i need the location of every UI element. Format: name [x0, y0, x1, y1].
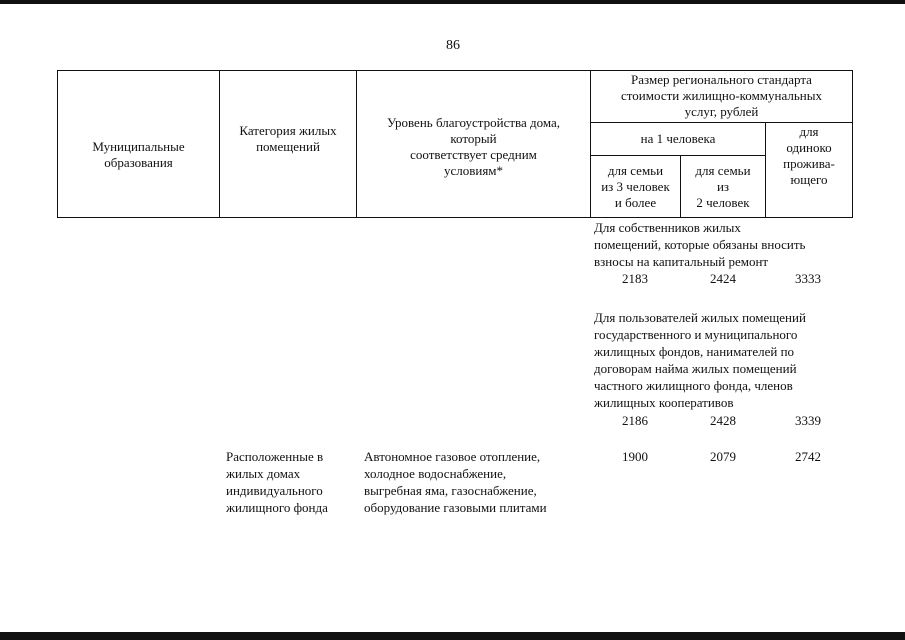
bottom-scan-border: [0, 632, 905, 640]
header-single: для одиноко прожива- ющего: [783, 124, 835, 187]
row-value-family2: 2079: [710, 449, 736, 464]
top-scan-border: [0, 0, 905, 4]
value-owners-family3: 2183: [622, 271, 648, 286]
value-owners-single: 3333: [795, 271, 821, 286]
header-standard: Размер регионального стандарта стоимости жилищно-коммунальных услуг, рублей: [621, 72, 822, 119]
section-heading-users: Для пользователей жилых помещений государственного и муниципального жилищных фондов, нанимателей по договорам найма жилых помещений частного жилищного фонда, членов жилищных кооперативов: [594, 310, 806, 410]
row-value-family3: 1900: [622, 449, 648, 464]
row-category: Расположенные в жилых домах индивидуального жилищного фонда: [226, 449, 328, 515]
header-per-person: на 1 человека: [640, 131, 716, 146]
header-category: Категория жилых помещений: [239, 123, 337, 154]
page-number: 86: [446, 38, 460, 53]
value-users-single: 3339: [795, 413, 821, 428]
row-value-single: 2742: [795, 449, 821, 464]
value-owners-family2: 2424: [710, 271, 736, 286]
header-family3: для семьи из 3 человек и более: [601, 163, 670, 210]
value-users-family3: 2186: [622, 413, 648, 428]
section-heading-owners: Для собственников жилых помещений, которые обязаны вносить взносы на капитальный ремонт: [594, 220, 806, 269]
header-family2: для семьи из 2 человек: [695, 163, 751, 210]
row-amenity: Автономное газовое отопление, холодное водоснабжение, выгребная яма, газоснабжение, оборудование газовыми плитами: [364, 449, 547, 515]
header-municipal: Муниципальные образования: [92, 139, 185, 170]
value-users-family2: 2428: [710, 413, 736, 428]
header-amenity: Уровень благоустройства дома, который соответствует средним условиям*: [386, 115, 561, 178]
